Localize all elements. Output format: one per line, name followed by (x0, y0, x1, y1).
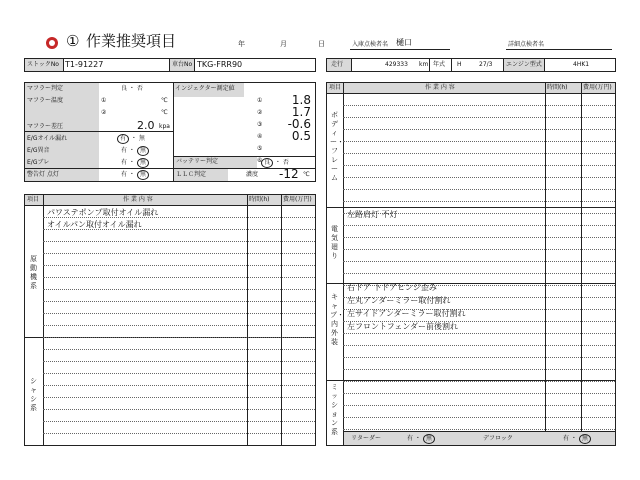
temp-1-unit: ℃ (161, 97, 168, 104)
cab-entry: 右ドア 下ドアヒンジ歪み (347, 283, 437, 292)
injector-number: ② (257, 109, 263, 116)
injector-number: ⑥ (257, 157, 263, 164)
temp-2-label: ② (101, 109, 107, 116)
row-line (343, 153, 615, 154)
row-line (343, 357, 615, 358)
row-line (343, 117, 615, 118)
day-label: 日 (318, 40, 325, 48)
row-line (343, 177, 615, 178)
section-mission-label: ミッション系 (331, 383, 338, 436)
stock-no: T1-91227 (65, 60, 104, 69)
engine-entry: オイルパン取付オイル漏れ (47, 220, 142, 229)
detail-inspector-underline (506, 49, 612, 50)
difflock-options: 有 ・ 無 (563, 434, 591, 444)
vehicle-info-right (326, 58, 616, 72)
form-title: 作業推奨項目 (86, 32, 177, 50)
row-line (43, 265, 315, 266)
oil-leak-label: E/Gオイル漏れ (27, 135, 68, 142)
noise-yes[interactable]: 有 (121, 147, 128, 154)
month-label: 月 (280, 40, 287, 48)
company-logo (46, 37, 58, 49)
inspector-underline (350, 49, 450, 50)
llc-unit: ℃ (303, 171, 310, 178)
warning-no[interactable]: 無 (137, 170, 149, 180)
chassis-label: 車台No (172, 61, 193, 68)
muffler-temp-label: マフラー温度 (27, 97, 64, 104)
row-line (43, 373, 315, 374)
difflock-label: デフロック (483, 435, 513, 442)
shake-label: E/Gブレ (27, 159, 50, 166)
mileage-value: 429333 (385, 61, 408, 68)
llc-concentration-label: 濃度 (246, 171, 259, 178)
warning-yes[interactable]: 有 (121, 171, 128, 178)
engine-value: 4HK1 (573, 61, 590, 68)
oil-leak-yes[interactable]: 有 (117, 134, 129, 144)
difflock-yes[interactable]: 有 (563, 435, 570, 442)
battery-options: 良 ・ 否 (261, 158, 289, 168)
muffler-diff-label: マフラー差圧 (27, 123, 64, 130)
row-line (343, 261, 615, 262)
section-electrical-label: 電気廻り (331, 225, 338, 260)
row-line (43, 241, 315, 242)
right-work-table (326, 82, 616, 446)
section-body-label: ボディー・フレーム (330, 111, 344, 182)
section-cab-label: キャブ・内外装 (330, 293, 344, 346)
warning-options: 有 ・ 無 (121, 170, 149, 180)
injector-value: 1.8 (291, 93, 311, 107)
injector-label: インジェクター測定値 (175, 85, 235, 92)
row-line (43, 409, 315, 410)
difflock-no[interactable]: 無 (579, 434, 591, 444)
noise-no[interactable]: 無 (137, 146, 149, 156)
row-line (43, 397, 315, 398)
right-col-hours: 時間(h) (547, 84, 568, 91)
injector-value: -0.6 (287, 117, 311, 131)
row-line (43, 337, 315, 338)
section-engine-label: 原動機系 (30, 255, 37, 290)
row-line (43, 289, 315, 290)
detail-inspector-label: 詳細点検者名 (508, 41, 545, 48)
row-line (343, 141, 615, 142)
row-line (43, 253, 315, 254)
left-col-item: 項目 (27, 196, 40, 203)
year-label: 年 (238, 40, 245, 48)
battery-good[interactable]: 良 (261, 158, 273, 168)
row-line (343, 333, 615, 334)
right-col-content: 作 業 内 容 (425, 84, 455, 91)
left-col-cost: 費用(万円) (283, 196, 312, 203)
retarder-no[interactable]: 無 (423, 434, 435, 444)
row-line (343, 393, 615, 394)
temp-2-unit: ℃ (161, 109, 168, 116)
llc-label: ＬＬＣ判定 (176, 171, 207, 178)
cab-entry: 左フロントフェンダー前後割れ (347, 322, 459, 331)
battery-bad[interactable]: 否 (282, 159, 289, 166)
row-line (343, 249, 615, 250)
row-line (43, 361, 315, 362)
row-line (343, 201, 615, 202)
row-line (343, 429, 615, 430)
row-line (43, 349, 315, 350)
noise-label: E/G異音 (27, 147, 50, 154)
injector-number: ④ (257, 133, 263, 140)
battery-label: バッテリー判定 (176, 158, 219, 165)
row-line (343, 129, 615, 130)
engine-label: エンジン型式 (506, 61, 542, 68)
right-col-item: 項目 (329, 84, 342, 91)
row-line (43, 313, 315, 314)
injector-value: 1.7 (291, 105, 311, 119)
oil-leak-no[interactable]: 無 (138, 135, 145, 142)
injector-value: 0.5 (291, 129, 311, 143)
noise-options: 有 ・ 無 (121, 146, 149, 156)
row-line (43, 433, 315, 434)
year-model-value: 27/3 (479, 61, 493, 68)
llc-value: -12 (279, 167, 299, 181)
muffler-judge-value: 良 ・ 否 (121, 85, 143, 92)
row-line (343, 417, 615, 418)
form-number: ① (66, 32, 80, 50)
vehicle-info-left (24, 58, 316, 72)
injector-number: ① (257, 97, 263, 104)
chassis-no: TKG-FRR90 (197, 60, 243, 69)
mileage-label: 走行 (331, 61, 344, 68)
row-line (343, 345, 615, 346)
left-col-hours: 時間(h) (249, 196, 270, 203)
right-col-cost: 費用(万円) (583, 84, 612, 91)
engine-entry: パワステポンプ取付オイル漏れ (47, 208, 159, 217)
stock-label: ストックNo (27, 61, 59, 68)
checks-box (24, 82, 316, 182)
row-line (43, 385, 315, 386)
row-line (343, 105, 615, 106)
muffler-diff-value: 2.0 (137, 119, 155, 132)
left-col-content: 作 業 内 容 (123, 196, 153, 203)
row-line (343, 237, 615, 238)
row-line (343, 225, 615, 226)
injector-number: ③ (257, 121, 263, 128)
warning-label: 警告灯 点灯 (27, 171, 59, 178)
cab-entry: 左丸アンダーミラー取付割れ (347, 296, 451, 305)
row-line (343, 369, 615, 370)
left-work-table (24, 194, 316, 446)
temp-1-label: ① (101, 97, 107, 104)
muffler-judge-label: マフラー判定 (27, 85, 64, 92)
injector-number: ⑤ (257, 145, 263, 152)
electrical-entry: 左路肩灯 不灯 (347, 210, 398, 219)
shake-yes[interactable]: 有 (121, 159, 128, 166)
shake-no[interactable]: 無 (137, 158, 149, 168)
row-line (43, 277, 315, 278)
cab-entry: 左サイドアンダーミラー取付割れ (347, 309, 466, 318)
row-line (343, 189, 615, 190)
year-model-label: 年式 (433, 61, 446, 68)
oil-leak-options: 有 ・ 無 (117, 134, 145, 144)
row-line (343, 405, 615, 406)
row-line (343, 165, 615, 166)
mileage-unit: km (419, 61, 429, 68)
retarder-yes[interactable]: 有 (407, 435, 414, 442)
retarder-options: 有 ・ 無 (407, 434, 435, 444)
retarder-label: リターダー (351, 435, 382, 442)
inspector-name: 樋口 (396, 38, 412, 47)
shake-options: 有 ・ 無 (121, 158, 149, 168)
era: H (457, 61, 462, 68)
row-line (43, 301, 315, 302)
inspector-label: 入庫点検者名 (352, 41, 389, 48)
row-line (43, 421, 315, 422)
row-line (343, 273, 615, 274)
section-chassis-label: シャシ系 (30, 377, 37, 412)
muffler-diff-unit: kpa (159, 123, 170, 130)
row-line (43, 325, 315, 326)
row-line (343, 381, 615, 382)
